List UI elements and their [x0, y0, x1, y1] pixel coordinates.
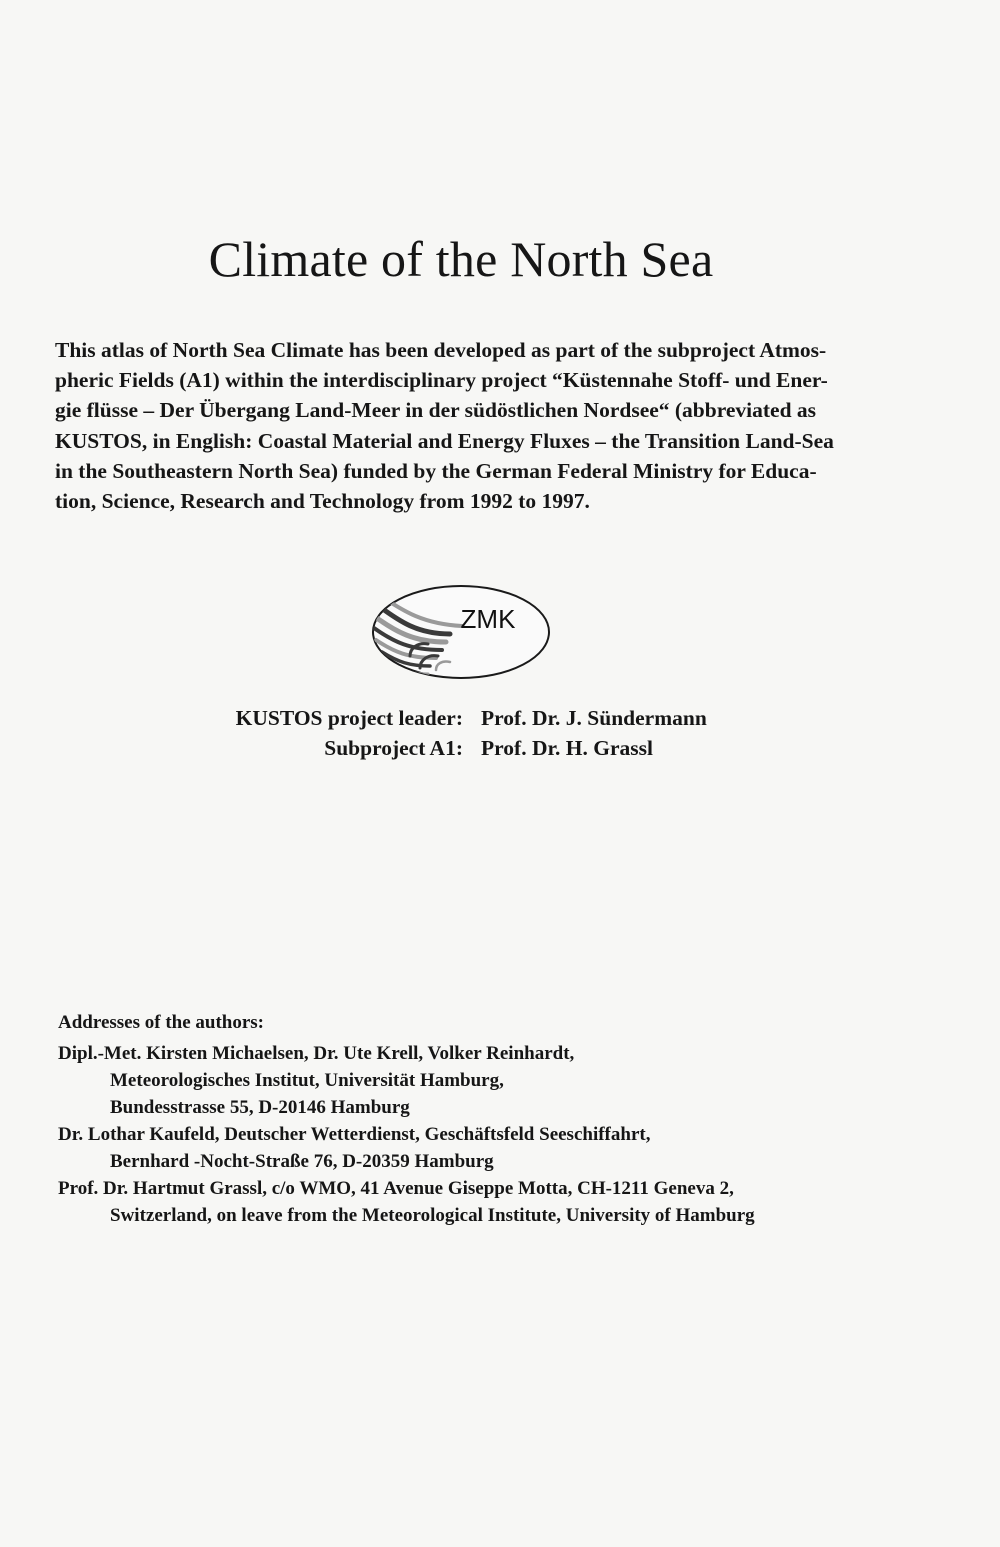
- leader-name: Prof. Dr. H. Grassl: [481, 736, 653, 760]
- leader-row: [0, 736, 1000, 766]
- intro-paragraph: [55, 335, 870, 516]
- address-line: Dr. Lothar Kaufeld, Deutscher Wetterdienst, Geschäftsfeld Seeschiffahrt,: [58, 1124, 651, 1145]
- intro-line: gie flüsse – Der Übergang Land-Meer in der südöstlichen Nordsee“ (abbreviated as: [55, 398, 817, 423]
- addresses-heading: Addresses of the authors:: [58, 1012, 265, 1033]
- zmk-logo-icon: [370, 582, 552, 682]
- address-line: Meteorologisches Institut, Universität Hamburg,: [110, 1070, 504, 1091]
- logo-text: ZMK: [460, 604, 516, 634]
- intro-line: KUSTOS, in English: Coastal Material and Energy Fluxes – the Transition Land-Sea: [55, 428, 834, 453]
- address-line: Prof. Dr. Hartmut Grassl, c/o WMO, 41 Avenue Giseppe Motta, CH-1211 Geneva 2,: [58, 1178, 734, 1199]
- intro-line: tion, Science, Research and Technology from 1992 to 1997.: [55, 489, 590, 514]
- intro-line: This atlas of North Sea Climate has been developed as part of the subproject Atmos-: [55, 338, 827, 362]
- leader-name: Prof. Dr. J. Sündermann: [481, 706, 707, 730]
- author-addresses: [58, 1009, 858, 1229]
- intro-line: in the Southeastern North Sea) funded by the German Federal Ministry for Educa-: [55, 458, 817, 483]
- page-title: Climate of the North Sea: [208, 231, 714, 287]
- address-line: Dipl.-Met. Kirsten Michaelsen, Dr. Ute Krell, Volker Reinhardt,: [58, 1043, 575, 1064]
- address-line: Switzerland, on leave from the Meteorological Institute, University of Hamburg: [110, 1205, 755, 1226]
- leader-role: Subproject A1:: [324, 736, 463, 760]
- leader-row: [0, 706, 1000, 736]
- address-line: Bundesstrasse 55, D-20146 Hamburg: [110, 1097, 410, 1118]
- leader-role: KUSTOS project leader:: [235, 706, 463, 730]
- address-line: Bernhard -Nocht-Straße 76, D-20359 Hamburg: [110, 1151, 494, 1172]
- intro-line: pheric Fields (A1) within the interdisciplinary project “Küstennahe Stoff- und Ener-: [55, 368, 828, 393]
